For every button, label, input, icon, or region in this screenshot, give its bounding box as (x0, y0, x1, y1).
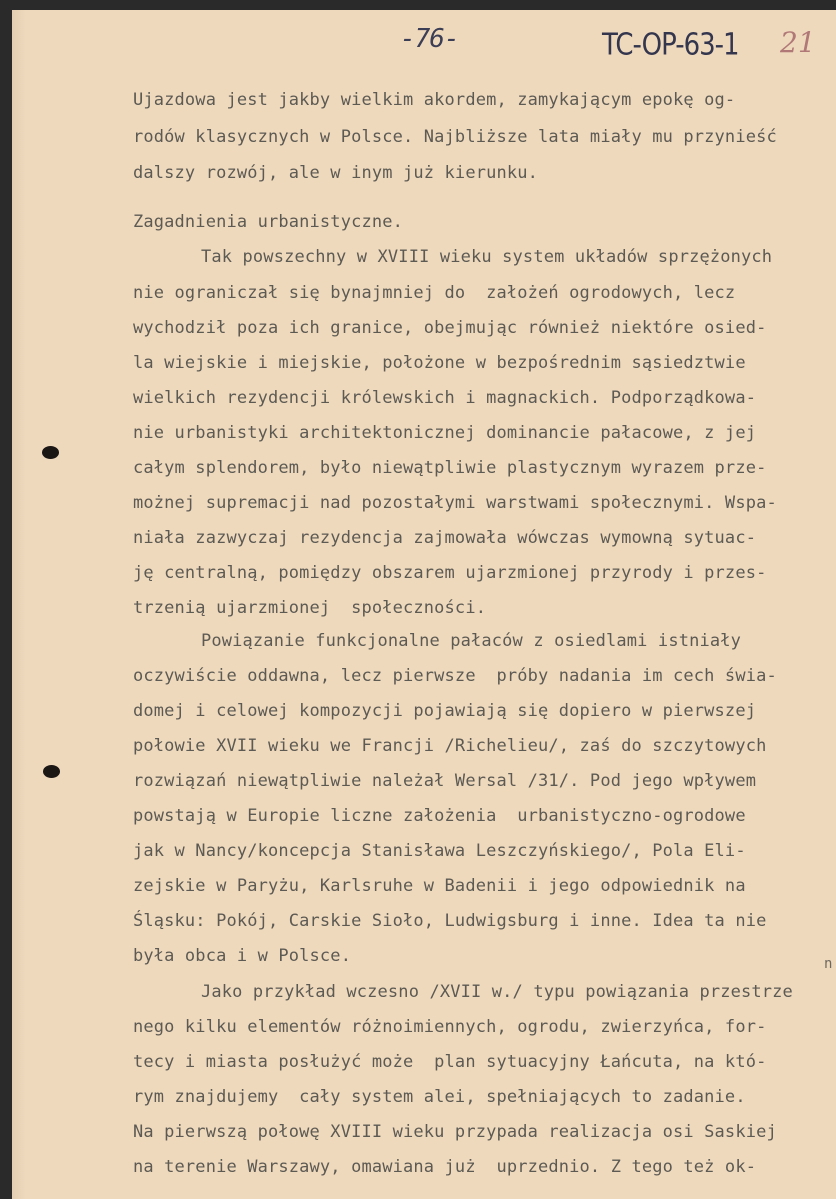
text-line: zejskie w Paryżu, Karlsruhe w Badenii i jego odpowiednik na (133, 876, 746, 896)
section-heading: Zagadnienia urbanistyczne. (133, 212, 404, 232)
text-line: Tak powszechny w XVIII wieku system układów sprzężonych (201, 247, 773, 267)
text-line: całym splendorem, było niewątpliwie plastycznym wyrazem prze- (133, 458, 767, 478)
text-line: nego kilku elementów różnoimiennych, ogrodu, zwierzyńca, for- (133, 1017, 767, 1037)
text-line: Powiązanie funkcjonalne pałaców z osiedlami istniały (201, 631, 742, 651)
text-line: Na pierwszą połowę XVIII wieku przypada realizacja osi Saskiej (133, 1122, 777, 1142)
text-line: rodów klasycznych w Polsce. Najbliższe lata miały mu przynieść (133, 127, 777, 147)
text-line: rozwiązań niewątpliwie należał Wersal /31/. Pod jego wpływem (133, 771, 757, 791)
text-line: wychodził poza ich granice, obejmując również niektóre osied- (133, 318, 767, 338)
text-line: rym znajdujemy cały system alei, spełniających to zadanie. (133, 1087, 746, 1107)
text-line: nie urbanistyki architektonicznej dominancie pałacowe, z jej (133, 423, 757, 443)
text-line: tecy i miasta posłużyć może plan sytuacyjny Łańcuta, na któ- (133, 1052, 767, 1072)
text-line: la wiejskie i miejskie, położone w bezpośrednim sąsiedztwie (133, 353, 746, 373)
text-line: Jako przykład wczesno /XVII w./ typu powiązania przestrze (201, 982, 793, 1002)
text-line: na terenie Warszawy, omawiana już uprzednio. Z tego też ok- (133, 1157, 757, 1177)
text-line: dalszy rozwój, ale w inym już kierunku. (133, 163, 539, 183)
text-line: nie ograniczał się bynajmniej do założeń ogrodowych, lecz (133, 283, 736, 303)
text-line: połowie XVII wieku we Francji /Richelieu/, zaś do szczytowych (133, 736, 767, 756)
text-line: Ujazdowa jest jakby wielkim akordem, zamykającym epokę og- (133, 90, 736, 110)
punch-hole-bottom (43, 765, 60, 778)
text-line: jak w Nancy/koncepcja Stanisława Leszczyńskiego/, Pola Eli- (133, 841, 746, 861)
text-line: powstają w Europie liczne założenia urbanistyczno-ogrodowe (133, 806, 746, 826)
document-page (12, 10, 836, 1199)
text-line: możnej supremacji nad pozostałymi warstwami społecznymi. Wspa- (133, 493, 777, 513)
text-line: wielkich rezydencji królewskich i magnackich. Podporządkowa- (133, 388, 757, 408)
text-line: oczywiście oddawna, lecz pierwsze próby nadania im cech świa- (133, 666, 777, 686)
archive-signature: TC-OP-63-1 (602, 28, 739, 63)
text-line: Śląsku: Pokój, Carskie Sioło, Ludwigsburg i inne. Idea ta nie (133, 911, 767, 931)
text-line: ję centralną, pomiędzy obszarem ujarzmionej przyrody i przes- (133, 563, 767, 583)
text-line: była obca i w Polsce. (133, 946, 352, 966)
text-line: niała zazwyczaj rezydencja zajmowała wówczas wymowną sytuac- (133, 528, 757, 548)
page-number: -76- (400, 24, 459, 54)
margin-note: n (824, 956, 833, 972)
folio-number: 21 (780, 26, 816, 59)
text-line: trzenią ujarzmionej społeczności. (133, 598, 487, 618)
text-line: domej i celowej kompozycji pojawiają się dopiero w pierwszej (133, 701, 757, 721)
